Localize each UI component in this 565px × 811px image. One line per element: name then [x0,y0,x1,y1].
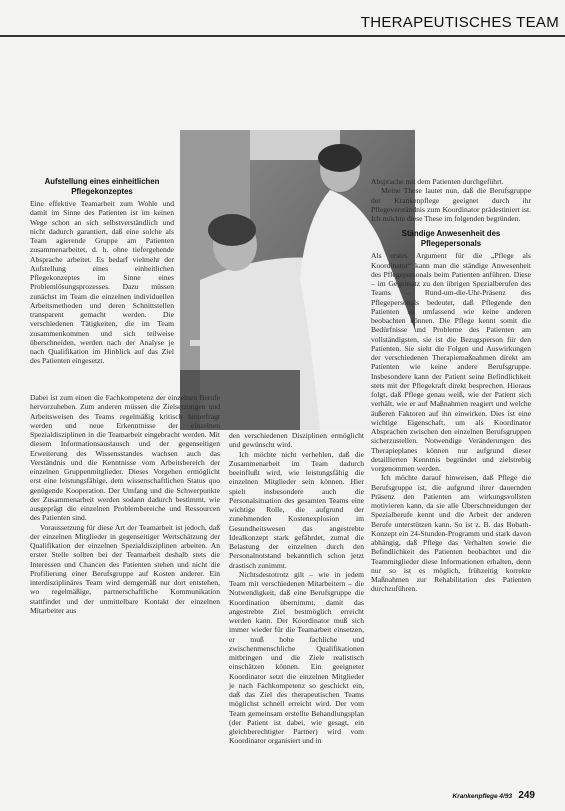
paragraph: Als erstes Argument für die „Pflege als Koordinator“ kann man die ständige Anwesenheit des Pflegepersonals beim Patienten anführen. Diese – im Gegensatz zu den übrigen Spezialberufen des Teams – Rund-um-die-Uhr-Präsenz des Pflegepersonals bedeutet, daß Pflegende den Patienten so umfassend wie keine anderen beobachten können. Die Pflege kennt somit die Bedürfnisse und Probleme des Patienten am vollständigsten, sie ist die Bezugsperson für den Patienten. Sie sieht die Folgen und Auswirkungen der verschiedenen Therapiemaßnahmen direkt am Patienten wie keine andere Berufsgruppe. Insbesondere kann der Patient seine Befindlichkeit stets mit der Pflegekraft direkt besprechen. Hieraus folgt, daß Pflege genau weiß, wie der Patient sich verhält, wie er auf Maßnahmen reagiert und welche äußeren Faktoren auf ihn einwirken. Dies ist eine wichtige Eigenschaft, um als Koordinator Absprachen zwischen den einzelnen Berufsgruppen sicherzustellen. Notwendige Veränderungen des Therapieplanes können nur aufgrund dieser detaillierten Kenntnis begründet und zielstrebig vorgenommen werden. [371,251,531,473]
paragraph: Ich möchte darauf hinweisen, daß Pflege die Berufsgruppe ist, die aufgrund ihrer dauernden Präsenz den Patienten am wirkungsvollsten motivieren kann, da sie alle Überschneidungen der Spezialberufe kennt und die Arbeit der anderen Berufe unterstützen kann. So ist z. B. das Bobath-Konzept ein 24-Stunden-Programm und stark davon abhängig, daß Pflege das Verhalten sowie die Befindlichkeit des Patienten beobachtet und die Teammitglieder diese Informationen erhalten, denn nur so ist es möglich, frühzeitig korrekte Maßnahmen zur Rehabilitation des Patienten durchzuführen. [371,473,531,594]
paragraph: den verschiedenen Disziplinen ermöglicht und gewünscht wird. [229,431,364,450]
column-2 [229,431,364,746]
paragraph: Dabei ist zum einen die Fachkompetenz der einzelnen Berufe hervorzuheben. Zum anderen müssen die Zielsetzungen und Arbeitsweisen des Teams regelmäßig kritisch hinterfragt werden und neue Erkenntnisse der einzelnen Spezialdisziplinen in die Teamarbeit eingebracht werden. Mit diesem Informationsaustausch und der gegenseitigen Erweiterung des Wissensstandes wachsen auch das Verständnis und die Kenntnisse vom Arbeitsbereich der einzelnen Gruppenmitglieder. Dieses Vorgehen ermöglicht erst eine leistungsfähige, dem wissenschaftlichen Status quo genügende Kooperation. Der Umfang und die Schwerpunkte der Zusammenarbeit werden sodann dadurch bestimmt, wie ausgeprägt die einzelnen Problembereiche und Ressourcen des Patienten sind. [30,393,220,523]
column-3 [371,177,531,594]
header-rule [0,35,565,37]
paragraph: Meine These lautet nun, daß die Berufsgruppe der Krankenpflege geeignet durch ihr Pflegeverständnis zum Koordinator prädestiniert ist. Ich möchte diese These im folgenden begründen. [371,186,531,223]
section-title: THERAPEUTISCHES TEAM [360,14,559,31]
paragraph: Voraussetzung für diese Art der Teamarbeit ist jedoch, daß der einzelnen Mitglieder in gegenseitiger Wertschätzung der Qualifikation der einzelnen Spezialdisziplinen arbeiten. An erster Stelle sollten bei der Teamarbeit deshalb stets die Interessen und Chancen des Patienten stehen und nicht die Profilierung einer Berufsgruppe auf Kosten anderer. Ein interdisziplinäres Team wird demgemäß nur dort entstehen, wo regelmäßige, partnerschaftliche Kommunikation stattfindet und der unmittelbare Kontakt der einzelnen Mitarbeiter aus [30,522,220,615]
paragraph: Ich möchte nicht verhehlen, daß die Zusammenarbeit im Team dadurch beeinflußt wird, wie leistungsfähig die einzelnen Mitglieder sein können. Hier spielt insbesondere auch die Personalsituation des gesamten Teams eine wichtige Rolle, die aufgrund der zunehmenden Kostenexplosion im Gesundheitswesen das angestrebte Idealkonzept stark gefährdet, zumal die Belastung der einzelnen durch den Personalnotstand bekanntlich schon jetzt drastisch zunimmt. [229,449,364,570]
subheading-anwesenheit: Ständige Anwesenheit des Pflegepersonals [401,229,501,248]
page-number: 249 [518,790,535,801]
page-footer [452,790,535,801]
paragraph: Absprache mit dem Patienten durchgeführt. [371,177,504,186]
paragraph: Nichtsdestotrotz gilt – wie in jedem Team mit verschiedenen Mitarbeitern – die Notwendigkeit, daß eine Berufsgruppe die Koordination übernimmt, damit das angestrebte Ziel bestmöglich erreicht werden kann. Der Koordinator muß sich immer wieder für die Teamarbeit einsetzen, er muß hohe fachliche und zwischenmenschliche Qualifikationen mitbringen und die Ziele realistisch einschätzen können. Ein geeigneter Koordinator setzt die einzelnen Mitglieder je nach Fachkompetenz so geschickt ein, daß das Ziel des therapeutischen Teams möglichst schnell erreicht wird. Der vom Team gemeinsam erstellte Behandlungsplan (der Patient ist dabei, wie gesagt, ein gleichberechtigter Partner) wird vom Koordinator organisiert und in [229,569,364,746]
column-1-bottom [30,393,220,615]
journal-name: Krankenpflege 4/93 [452,793,513,800]
paragraph: Eine effektive Teamarbeit zum Wohle und damit im Sinne des Patienten ist im keinen Wege schon an sich selbstverständlich und nicht dadurch garantiert, daß eine solche als Team agierende Gruppe am Patienten zusammenarbeitet, d. h. ohne tiefergehende Absprache arbeitet. Es bedarf vielmehr der Aufstellung eines einheitlichen Pflegekonzeptes im Sinne eines Problemlösungsprozesses. Dazu müssen zunächst im Team die einzelnen individuellen Arbeitsmethoden und deren Schnittstellen transparent gemacht werden. Die verschiedenen Tätigkeiten, die im Team zusammenkommen und sich teilweise überschneiden, werden nach der Analyse je nach Qualifikation im Hinblick auf das Ziel des Patienten eingesetzt. [30,199,174,366]
subheading-pflegekonzept: Aufstellung eines einheitlichen Pflegekonzeptes [44,177,160,196]
column-1-top [30,177,174,366]
